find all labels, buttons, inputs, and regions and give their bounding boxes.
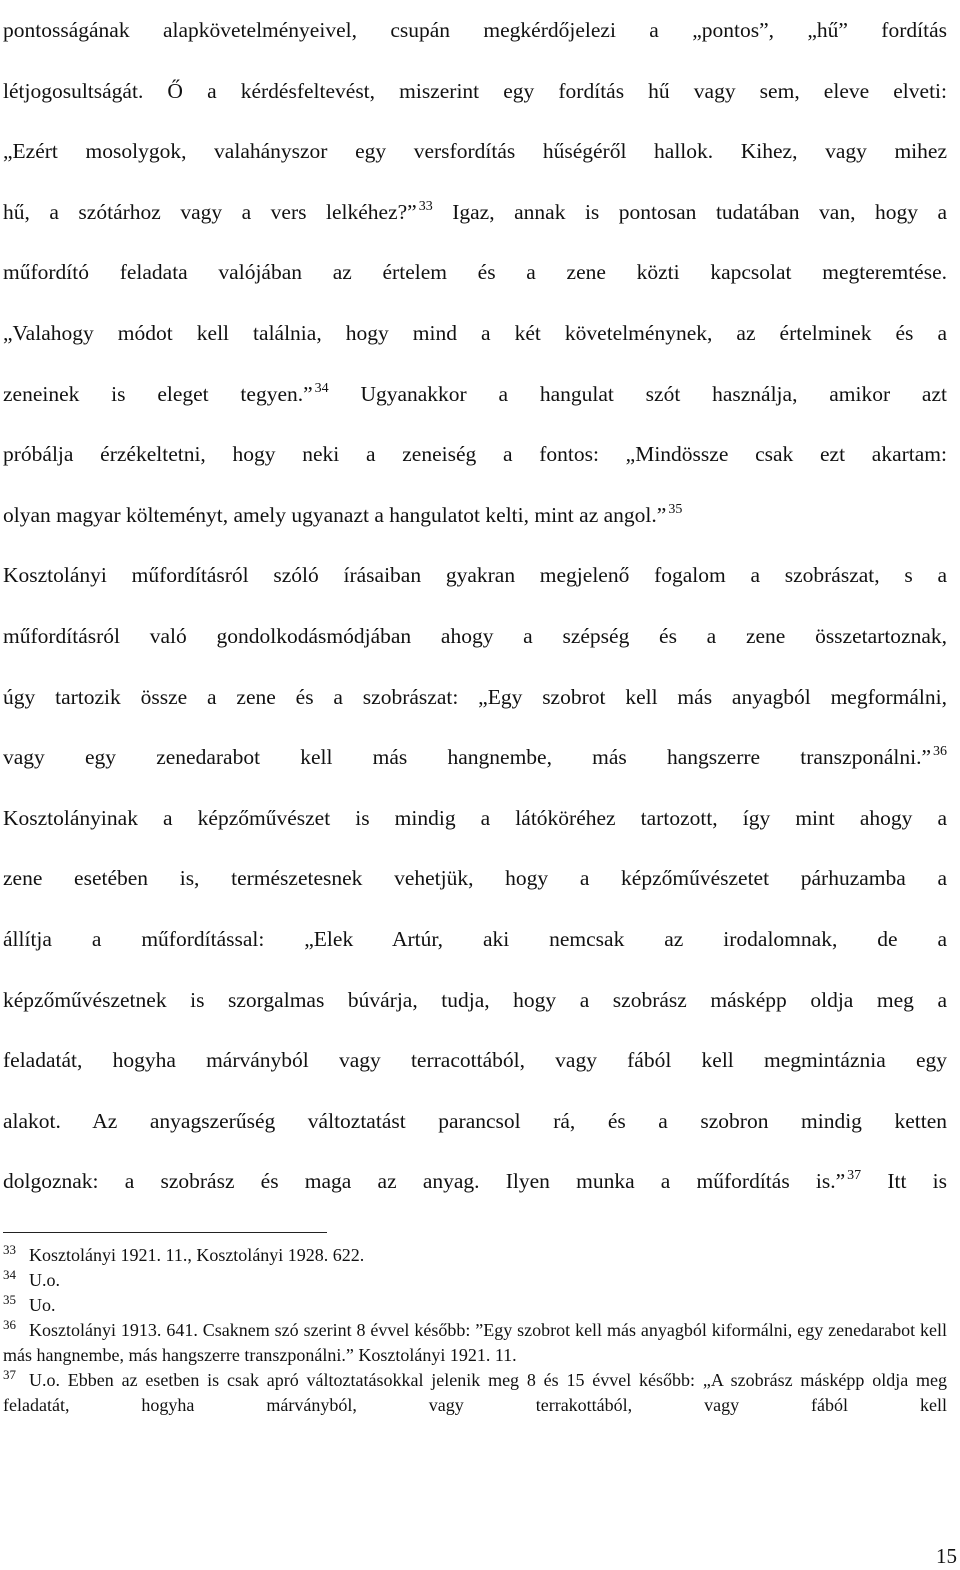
text-line: dolgoznak: a szobrász és maga az anyag. Ilyen munka a műfordítás is.” $^{37}$ Itt is xyxy=(3,1168,947,1194)
text-line: vagy egy zenedarabot kell más hangnembe, más hangszerre transzponálni.” $^{36}$ xyxy=(3,744,947,770)
footnote-item xyxy=(3,1243,947,1268)
text-line: olyan magyar költeményt, amely ugyanazt a hangulatot kelti, mint az angol.” $^{35}$ xyxy=(3,501,683,527)
footnote-reference[interactable]: 36 xyxy=(933,744,947,760)
text-line: úgy tartozik össze a zene és a szobrászat: „Egy szobrot kell más anyagból megformálni, xyxy=(3,684,947,709)
text-line: műfordításról való gondolkodásmódjában ahogy a szépség és a zene összetartoznak, xyxy=(3,623,947,648)
footnote-text: Kosztolányi 1921. 11., Kosztolányi 1928. 622. xyxy=(29,1245,365,1265)
footnote-number: 33 xyxy=(3,1242,16,1257)
text-line: próbálja érzékeltetni, hogy neki a zeneiség a fontos: „Mindössze csak ezt akartam: xyxy=(3,442,947,467)
footnote-number: 35 xyxy=(3,1292,16,1307)
footnote-reference[interactable]: 37 xyxy=(847,1168,862,1184)
text-line: „Ezért mosolygok, valahányszor egy versfordítás hűségéről hallok. Kihez, vagy mihez xyxy=(3,139,947,164)
text-line: állítja a műfordítással: „Elek Artúr, aki nemcsak az irodalomnak, de a xyxy=(3,926,947,951)
footnotes xyxy=(3,1243,947,1418)
text-line: alakot. Az anyagszerűség változtatást parancsol rá, és a szobron mindig ketten xyxy=(3,1108,947,1133)
text-line: képzőművészetnek is szorgalmas búvárja, tudja, hogy a szobrász másképp oldja meg a xyxy=(3,987,947,1012)
body-text xyxy=(3,0,947,1212)
footnote-reference[interactable]: 35 xyxy=(668,501,683,517)
page-number: 15 xyxy=(936,1544,957,1568)
footnote-reference[interactable]: 33 xyxy=(418,198,433,214)
footnote-number: 36 xyxy=(3,1317,16,1332)
footnote-text: Kosztolányi 1913. 641. Csaknem szó szerint 8 évvel később: ”Egy szobrot kell más anyagból kiformálni, egy zenedarabot kell más hangnembe, más hangszerre transzponálni.” Kosztolányi 1921. 11. xyxy=(3,1320,947,1365)
text-line: zene esetében is, természetesnek vehetjük, hogy a képzőművészetet párhuzamba a xyxy=(3,866,947,891)
footnote-separator xyxy=(3,1232,327,1233)
footnote-item xyxy=(3,1318,947,1368)
text-line: hű, a szótárhoz vagy a vers lelkéhez?” $^{33}$ Igaz, annak is pontosan tudatában van, hogy a xyxy=(3,198,948,224)
text-line: létjogosultságát. Ő a kérdésfeltevést, miszerint egy fordítás hű vagy sem, eleve elveti: xyxy=(3,78,947,103)
footnote-item xyxy=(3,1368,947,1418)
footnote-text: U.o. xyxy=(29,1270,60,1290)
footnote-text: U.o. Ebben az esetben is csak apró változtatásokkal jelenik meg 8 és 15 évvel később: „A szobrász másképp oldja meg feladatát, hogyha márványból, vagy terrakottából, vagy fából kell xyxy=(3,1370,947,1415)
text-line: zeneinek is eleget tegyen.” $^{34}$ Ugyanakkor a hangulat szót használja, amikor azt xyxy=(3,380,947,406)
text-line: Kosztolányinak a képzőművészet is mindig a látóköréhez tartozott, így mint ahogy a xyxy=(3,805,947,830)
text-line: műfordító feladata valójában az értelem és a zene közti kapcsolat megteremtése. xyxy=(3,260,947,285)
footnote-item xyxy=(3,1293,947,1318)
footnote-item xyxy=(3,1268,947,1293)
text-line: pontosságának alapkövetelményeivel, csupán megkérdőjelezi a „pontos”, „hű” fordítás xyxy=(3,18,947,42)
footnote-text: Uo. xyxy=(29,1295,56,1315)
text-line: feladatát, hogyha márványból vagy terracottából, vagy fából kell megmintáznia egy xyxy=(3,1048,947,1073)
text-line: Kosztolányi műfordításról szóló írásaiban gyakran megjelenő fogalom a szobrászat, s a xyxy=(3,563,947,588)
footnote-number: 37 xyxy=(3,1367,16,1382)
text-line: „Valahogy módot kell találnia, hogy mind a két követelménynek, az értelminek és a xyxy=(3,320,947,345)
footnote-reference[interactable]: 34 xyxy=(314,380,329,396)
footnote-number: 34 xyxy=(3,1267,16,1282)
